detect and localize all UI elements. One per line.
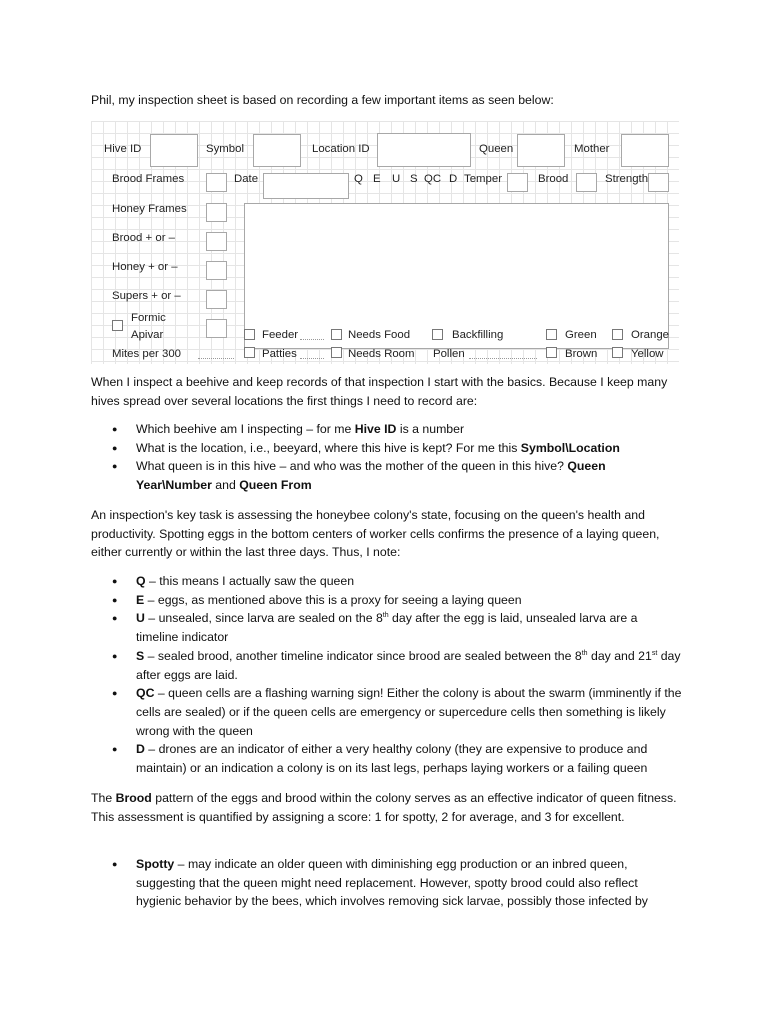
orange-checkbox[interactable]: [612, 329, 623, 340]
label-green: Green: [565, 329, 597, 341]
needs-food-checkbox[interactable]: [331, 329, 342, 340]
paragraph-queen-assessment: An inspection's key task is assessing the honeybee colony's state, focusing on the queen's health and productivity. Spotting eggs in the bottom centers of worker cells confirms the presence of a laying queen, either currently or within the last three days. Thus, I note:: [91, 508, 660, 560]
label-brood-plus-minus: Brood + or –: [112, 232, 176, 244]
feeder-checkbox[interactable]: [244, 329, 255, 340]
label-queen: Queen: [479, 143, 514, 155]
symbol-field[interactable]: [253, 134, 301, 167]
brood-frames-field[interactable]: [206, 173, 227, 192]
green-checkbox[interactable]: [546, 329, 557, 340]
yellow-checkbox[interactable]: [612, 347, 623, 358]
label-d: D: [449, 173, 458, 185]
list-item: ● Q – this means I actually saw the queen: [112, 572, 682, 591]
backfilling-checkbox[interactable]: [432, 329, 443, 340]
basics-list: [112, 420, 682, 495]
date-field[interactable]: [263, 173, 349, 199]
list-item: ● E – eggs, as mentioned above this is a proxy for seeing a laying queen: [112, 591, 682, 610]
label-q: Q: [354, 173, 363, 185]
label-backfilling: Backfilling: [452, 329, 504, 341]
label-patties: Patties: [262, 348, 297, 360]
label-apivar: Apivar: [131, 329, 164, 341]
treatment-field[interactable]: [206, 319, 227, 338]
observation-codes-list: [112, 572, 682, 778]
temper-field[interactable]: [507, 173, 528, 192]
brood-score-list: [112, 855, 682, 911]
patties-line[interactable]: [300, 358, 324, 359]
hive-id-field[interactable]: [150, 134, 198, 167]
label-honey-plus-minus: Honey + or –: [112, 261, 178, 273]
mites-line[interactable]: [198, 358, 234, 359]
label-date: Date: [234, 173, 259, 185]
honey-plus-minus-field[interactable]: [206, 261, 227, 280]
brown-checkbox[interactable]: [546, 347, 557, 358]
honey-frames-field[interactable]: [206, 203, 227, 222]
list-item: ● What is the location, i.e., beeyard, where this hive is kept? For me this Symbol\Location: [112, 439, 682, 458]
label-honey-frames: Honey Frames: [112, 203, 187, 215]
label-brood: Brood: [538, 173, 569, 185]
list-item: ● U – unsealed, since larva are sealed on the 8th day after the egg is laid, unsealed larva are a timeline indicator: [112, 609, 682, 646]
list-item: ● D – drones are an indicator of either a very healthy colony (they are expensive to produce and maintain) or an indication a colony is on its last legs, perhaps laying workers or a failing queen: [112, 740, 682, 777]
label-orange: Orange: [631, 329, 669, 341]
label-brood-frames: Brood Frames: [112, 173, 185, 185]
list-item: ● Which beehive am I inspecting – for me Hive ID is a number: [112, 420, 682, 439]
label-temper: Temper: [464, 173, 502, 185]
label-hive-id: Hive ID: [104, 143, 142, 155]
label-qc: QC: [424, 173, 442, 185]
feeder-line[interactable]: [300, 339, 324, 340]
label-feeder: Feeder: [262, 329, 299, 341]
label-mites-per-300: Mites per 300: [112, 348, 182, 360]
label-pollen: Pollen: [433, 348, 465, 360]
patties-checkbox[interactable]: [244, 347, 255, 358]
label-brown: Brown: [565, 348, 598, 360]
mother-field[interactable]: [621, 134, 669, 167]
brood-field[interactable]: [576, 173, 597, 192]
needs-room-checkbox[interactable]: [331, 347, 342, 358]
paragraph-brood-pattern: The Brood pattern of the eggs and brood within the colony serves as an effective indicator of queen fitness. This assessment is quantified by assigning a score: 1 for spotty, 2 for average, and 3 for excellent.: [91, 791, 677, 824]
label-s: S: [410, 173, 418, 185]
location-id-field[interactable]: [377, 133, 471, 167]
intro-text: Phil, my inspection sheet is based on recording a few important items as seen below:: [91, 93, 554, 107]
strength-field[interactable]: [648, 173, 669, 192]
label-formic: Formic: [131, 312, 166, 324]
list-item: ● Spotty – may indicate an older queen with diminishing egg production or an inbred queen, suggesting that the queen might need replacement. However, spotty brood could also reflect hygienic behavior by the bees, which involves removing sick larvae, possibly those infected by: [112, 855, 682, 911]
label-yellow: Yellow: [631, 348, 664, 360]
supers-plus-minus-field[interactable]: [206, 290, 227, 309]
pollen-line[interactable]: [469, 358, 537, 359]
label-mother: Mother: [574, 143, 610, 155]
list-item: ● What queen is in this hive – and who was the mother of the queen in this hive? Queen Year\Number and Queen From: [112, 457, 682, 494]
label-e: E: [373, 173, 381, 185]
list-item: ● QC – queen cells are a flashing warning sign! Either the colony is about the swarm (imminently if the cells are sealed) or if the queen cells are emergency or supercedure cells then something is likely wrong with the queen: [112, 684, 682, 740]
label-needs-food: Needs Food: [348, 329, 411, 341]
label-u: U: [392, 173, 401, 185]
label-symbol: Symbol: [206, 143, 244, 155]
inspection-sheet-form: [91, 121, 679, 364]
queen-field[interactable]: [517, 134, 565, 167]
label-strength: Strength: [605, 173, 649, 185]
label-location-id: Location ID: [312, 143, 370, 155]
label-needs-room: Needs Room: [348, 348, 415, 360]
formic-apivar-checkbox[interactable]: [112, 320, 123, 331]
paragraph-basics: When I inspect a beehive and keep records of that inspection I start with the basics. Because I keep many hives spread over several locations the first things I need to record are:: [91, 375, 668, 408]
brood-plus-minus-field[interactable]: [206, 232, 227, 251]
list-item: ● S – sealed brood, another timeline indicator since brood are sealed between the 8th day and 21st day after eggs are laid.: [112, 647, 682, 684]
label-supers-plus-minus: Supers + or –: [112, 290, 181, 302]
